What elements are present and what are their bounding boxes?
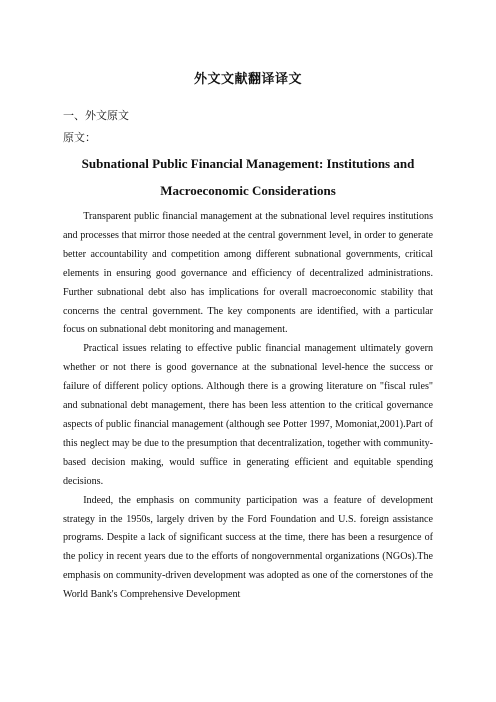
article-title-line-1: Subnational Public Financial Management: Institutions and bbox=[81, 156, 415, 171]
section-heading: 一、外文原文 bbox=[63, 109, 129, 122]
article-body bbox=[63, 208, 433, 605]
article-title-line-2: Macroeconomic Considerations bbox=[160, 183, 336, 198]
paragraph: Transparent public financial management at the subnational level requires institutions and processes that mirror those needed at the central government level, in order to generate better accountability and competition among different subnational governments, critical elements in ensuring good governance and efficiency of decentralized administrations. Further subnational debt also has implications for overall macroeconomic stability that concerns the central government. The key components are identified, with a particular focus on subnational debt monitoring and management. bbox=[63, 211, 433, 336]
source-label: 原文： bbox=[63, 131, 96, 144]
paragraph: Indeed, the emphasis on community participation was a feature of development strategy in the 1950s, largely driven by the Ford Foundation and U.S. foreign assistance programs. Despite a lack of significant success at the time, there has been a resurgence of the policy in recent years due to the efforts of nongovernmental organizations (NGOs).The emphasis on community-driven development was adopted as one of the cornerstones of the World Bank's Comprehensive Development bbox=[63, 494, 433, 601]
article-title bbox=[63, 150, 433, 204]
paragraph: Practical issues relating to effective public financial management ultimately govern whether or not there is good governance at the subnational level-hence the success or failure of different policy options. Although there is a growing literature on "fiscal rules" and subnational debt management, there has been less attention to the critical governance aspects of public financial management (although see Potter 1997, Momoniat,2001).Part of this neglect may be due to the presumption that decentralization, together with community-based decision making, would suffice in generating efficient and equitable spending decisions. bbox=[63, 343, 433, 487]
document-title: 外文文献翻译译文 bbox=[193, 72, 302, 87]
